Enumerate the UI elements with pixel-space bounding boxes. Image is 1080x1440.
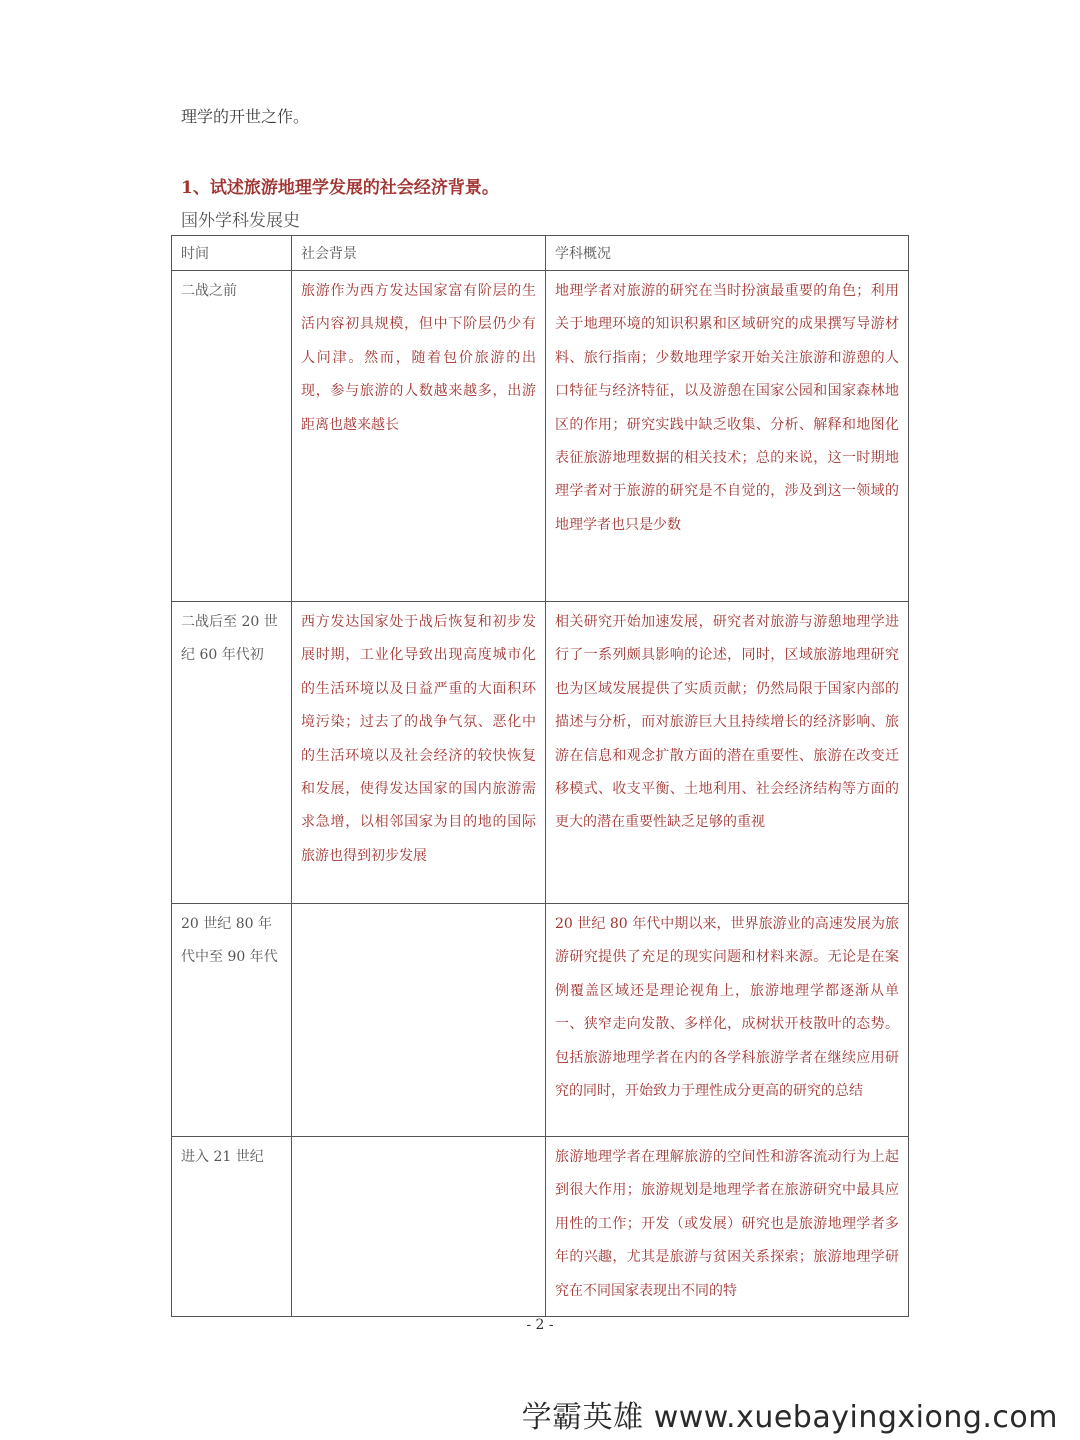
header-social-background: 社会背景 — [292, 236, 546, 271]
background-cell: 西方发达国家处于战后恢复和初步发展时期，工业化导致出现高度城市化的生活环境以及日益严重的大面积环境污染；过去了的战争气氛、恶化中的生活环境以及社会经济的较快恢复和发展，使得发达国家的国内旅游需求急增，以相邻国家为目的地的国际旅游也得到初步发展 — [292, 602, 546, 904]
table-row — [172, 1137, 909, 1317]
site-watermark: 学霸英雄 www.xuebayingxiong.com — [521, 1400, 1058, 1435]
period-cell: 二战之前 — [172, 271, 292, 602]
history-table — [171, 235, 909, 1317]
discipline-cell: 相关研究开始加速发展，研究者对旅游与游憩地理学进行了一系列颇具影响的论述，同时，区域旅游地理研究也为区域发展提供了实质贡献；仍然局限于国家内部的描述与分析，而对旅游巨大且持续增长的经济影响、旅游在信息和观念扩散方面的潜在重要性、旅游在改变迁移模式、收支平衡、土地利用、社会经济结构等方面的更大的潜在重要性缺乏足够的重视 — [546, 602, 909, 904]
header-time: 时间 — [172, 236, 292, 271]
discipline-cell: 地理学者对旅游的研究在当时扮演最重要的角色；利用关于地理环境的知识积累和区域研究的成果撰写导游材料、旅行指南；少数地理学家开始关注旅游和游憩的人口特征与经济特征，以及游憩在国家公园和国家森林地区的作用；研究实践中缺乏收集、分析、解释和地图化表征旅游地理数据的相关技术；总的来说，这一时期地理学者对于旅游的研究是不自觉的，涉及到这一领域的地理学者也只是少数 — [546, 271, 909, 602]
period-cell: 进入 21 世纪 — [172, 1137, 292, 1317]
question-heading: 1、试述旅游地理学发展的社会经济背景。 — [181, 178, 499, 198]
discipline-cell: 20 世纪 80 年代中期以来，世界旅游业的高速发展为旅游研究提供了充足的现实问题和材料来源。无论是在案例覆盖区域还是理论视角上，旅游地理学都逐渐从单一、狭窄走向发散、多样化，成树状开枝散叶的态势。包括旅游地理学者在内的各学科旅游学者在继续应用研究的同时，开始致力于理性成分更高的研究的总结 — [546, 904, 909, 1137]
background-cell — [292, 904, 546, 1137]
header-discipline-overview: 学科概况 — [546, 236, 909, 271]
table-row — [172, 271, 909, 602]
discipline-cell: 旅游地理学者在理解旅游的空间性和游客流动行为上起到很大作用；旅游规划是地理学者在旅游研究中最具应用性的工作；开发（或发展）研究也是旅游地理学者多年的兴趣，尤其是旅游与贫困关系探索；旅游地理学研究在不同国家表现出不同的特 — [546, 1137, 909, 1317]
page-number: - 2 - — [526, 1317, 554, 1333]
table-header-row — [172, 236, 909, 271]
background-cell: 旅游作为西方发达国家富有阶层的生活内容初具规模，但中下阶层仍少有人问津。然而，随着包价旅游的出现，参与旅游的人数越来越多，出游距离也越来越长 — [292, 271, 546, 602]
period-cell: 二战后至 20 世纪 60 年代初 — [172, 602, 292, 904]
lead-text: 理学的开世之作。 — [181, 107, 310, 126]
period-cell: 20 世纪 80 年代中至 90 年代 — [172, 904, 292, 1137]
background-cell — [292, 1137, 546, 1317]
table-row — [172, 602, 909, 904]
table-row — [172, 904, 909, 1137]
table-title: 国外学科发展史 — [181, 211, 300, 231]
